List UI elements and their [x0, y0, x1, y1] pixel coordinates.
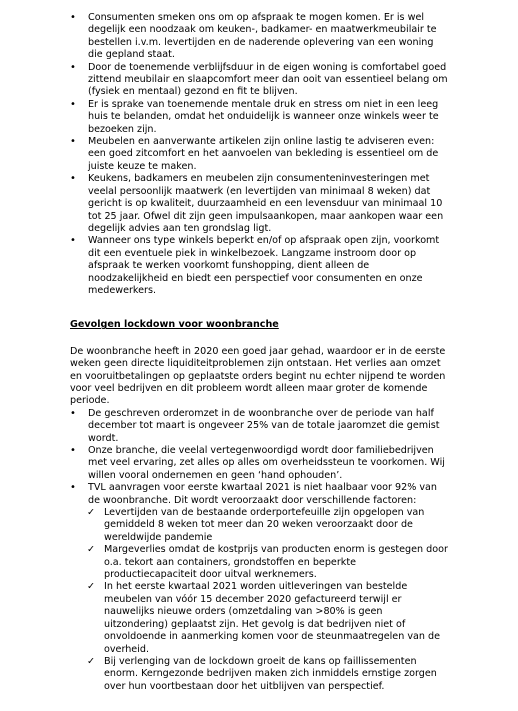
list-item	[70, 12, 448, 62]
list-item	[70, 408, 448, 445]
sublist-item	[70, 581, 448, 655]
sublist-item-text: Bij verlenging van de lockdown groeit de kans op faillissementen enorm. Kerngezonde bedrijven maken zich inmiddels ernstige zorgen over hun voortbestaan door het uitblijven van perspectief.	[104, 655, 437, 692]
checkmark-icon: ✓	[87, 544, 96, 556]
bullet-list-consequences	[70, 408, 448, 507]
sublist-item-text: In het eerste kwartaal 2021 worden uitleveringen van bestelde meubelen van vóór 15 december 2020 gefactureerd terwijl er nauwelijks nieuwe orders (omzetdaling van >80% is geen uitzondering) geplaatst zijn. Het gevolg is dat bedrijven niet of onvoldoende in aanmerking komen voor de steunmaatregelen van de overheid.	[104, 581, 441, 655]
checkmark-icon: ✓	[87, 581, 96, 593]
bullet-icon: •	[70, 136, 76, 148]
sublist-item	[70, 507, 448, 544]
list-item-text: Er is sprake van toenemende mentale druk en stress om niet in een leeg huis te belanden, omdat het onduidelijk is wanneer onze winkels weer te bezoeken zijn.	[88, 98, 439, 135]
sublist-item	[70, 656, 448, 693]
list-item-text: De geschreven orderomzet in de woonbranche over de periode van half december tot maart is ongeveer 25% van de totale jaaromzet die gemist wordt.	[88, 407, 440, 444]
list-item-text: Consumenten smeken ons om op afspraak te mogen komen. Er is wel degelijk een noodzaak om keuken-, badkamer- en maatwerkmeubilair te bestellen i.v.m. levertijden en de naderende oplevering van een woning die gepland staat.	[88, 12, 437, 61]
sublist-item-text: Levertijden van de bestaande orderportefeuille zijn opgelopen van gemiddeld 8 weken tot meer dan 20 weken veroorzaakt door de wereldwijde pandemie	[104, 507, 425, 543]
bullet-icon: •	[70, 98, 76, 110]
list-item	[70, 482, 448, 507]
bullet-icon: •	[70, 407, 76, 419]
sublist-item-text: Margeverlies omdat de kostprijs van producten enorm is gestegen door o.a. tekort aan containers, grondstoffen en beperkte productiecapaciteit door uitval werknemers.	[104, 544, 448, 581]
bullet-icon: •	[70, 235, 76, 247]
checkmark-icon: ✓	[87, 655, 96, 667]
list-item	[70, 62, 448, 99]
bullet-icon: •	[70, 445, 76, 456]
list-item	[70, 173, 448, 235]
list-item-text: Meubelen en aanverwante artikelen zijn online lastig te adviseren even: een goed zitcomfort en het aanvoelen van bekleding is essentieel om de juiste keuze te maken.	[88, 136, 439, 172]
list-item	[70, 99, 448, 136]
checkmark-sublist	[70, 507, 448, 693]
list-item	[70, 235, 448, 297]
list-item-text: Door de toenemende verblijfsduur in de eigen woning is comfortabel goed zittend meubilair en slaapcomfort meer dan ooit van essentieel belang om (fysiek en mentaal) gezond en fit te blijven.	[88, 61, 448, 98]
bullet-icon: •	[70, 12, 76, 23]
list-item-text: Keukens, badkamers en meubelen zijn consumenteninvesteringen met veelal persoonlijk maatwerk (en levertijden van minimaal 8 weken) dat gericht is op kwaliteit, duurzaamheid en een levensduur van minimaal 10 tot 25 jaar. Ofwel dit zijn geen impulsaankopen, maar aankopen waar een degelijk advies aan ten grondslag ligt.	[88, 173, 444, 234]
intro-paragraph: De woonbranche heeft in 2020 een goed jaar gehad, waardoor er in de eerste weken geen directe liquiditeitproblemen zijn ontstaan. Het verlies aan omzet en vooruitbetalingen op geplaatste orders begint nu echter nijpend te worden voor veel bedrijven en dit probleem wordt alleen maar groter de komende periode.	[70, 345, 446, 407]
list-item	[70, 445, 448, 482]
list-item	[70, 136, 448, 173]
list-item-text: Wanneer ons type winkels beperkt en/of op afspraak open zijn, voorkomt dit een eventuele piek in winkelbezoek. Langzame instroom door op afspraak te werken voorkomt funshopping, dient alleen de noodzakelijkheid en biedt een perspectief voor consumenten en onze medewerkers.	[88, 235, 440, 296]
bullet-list-arguments	[70, 12, 448, 297]
bullet-icon: •	[70, 482, 76, 494]
sublist-item	[70, 544, 448, 581]
bullet-icon: •	[70, 61, 76, 73]
bullet-icon: •	[70, 173, 76, 185]
checkmark-icon: ✓	[87, 507, 96, 519]
document-body	[70, 12, 448, 693]
section-heading: Gevolgen lockdown voor woonbranche	[70, 319, 279, 331]
list-item-text: TVL aanvragen voor eerste kwartaal 2021 is niet haalbaar voor 92% van de woonbranche. Dit wordt veroorzaakt door verschillende factoren:	[88, 482, 438, 506]
list-item-text: Onze branche, die veelal vertegenwoordigd wordt door familiebedrijven met veel ervaring, zet alles op alles om overheidssteun te voorkomen. Wij willen vooral ondernemen en geen ‘hand ophouden’.	[88, 445, 445, 481]
